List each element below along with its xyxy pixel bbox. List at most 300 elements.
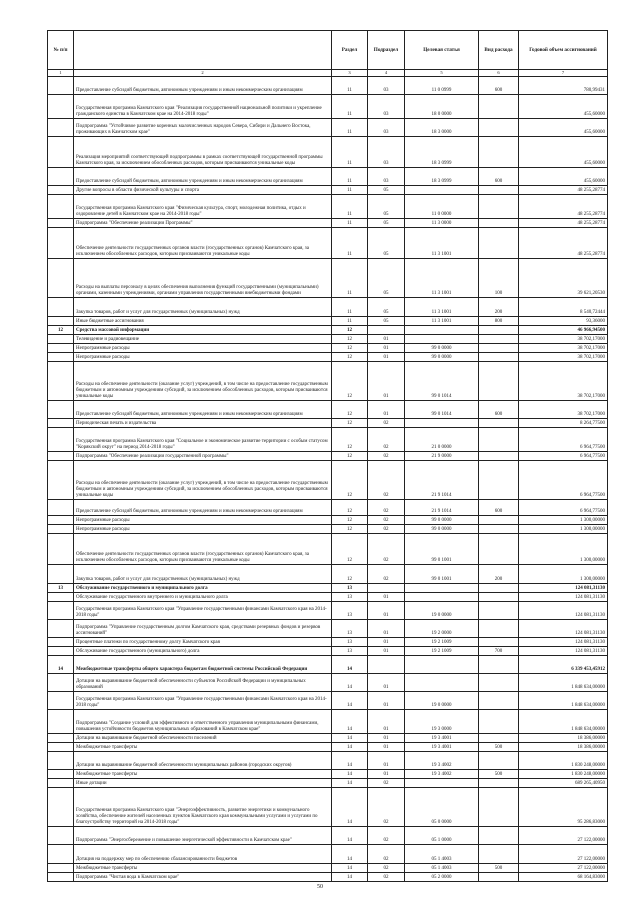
table-row	[48, 845, 608, 864]
row-expense-type-cell	[479, 525, 519, 534]
row-target-article-cell: 21 0 0000	[405, 428, 479, 452]
table-row	[48, 620, 608, 638]
row-podrazdel-cell	[368, 584, 405, 593]
row-number-cell: 13	[48, 584, 74, 593]
row-number-cell	[48, 335, 74, 344]
row-amount-cell: 124 081,31130	[519, 602, 608, 620]
row-number-cell	[48, 845, 74, 864]
row-amount-cell: 6 964,77500	[519, 452, 608, 461]
header-podrazdel: Подраздел	[368, 31, 405, 70]
row-target-article-cell: 18 3 0000	[405, 119, 479, 137]
row-target-article-cell: 11 3 1001	[405, 298, 479, 317]
row-amount-cell: 38 702,17000	[519, 401, 608, 419]
index-cell: 1	[48, 70, 74, 77]
row-name-cell: Подпрограмма "Обеспечение реализации Программы"	[74, 219, 332, 228]
row-amount-cell: 1 830 248,00000	[519, 752, 608, 770]
row-name-cell: Обслуживание государственного внутреннего и муниципального долга	[74, 593, 332, 602]
row-expense-type-cell	[479, 692, 519, 710]
row-amount-cell: 124 081,31130	[519, 647, 608, 656]
row-number-cell: 14	[48, 656, 74, 674]
table-row	[48, 674, 608, 692]
row-expense-type-cell: 600	[479, 168, 519, 186]
row-razdel-cell: 12	[332, 401, 368, 419]
row-name-cell: Дотации на выравнивание бюджетной обеспеченности поселений	[74, 734, 332, 743]
row-number-cell	[48, 195, 74, 219]
row-amount-cell: 46 966,94500	[519, 326, 608, 335]
row-expense-type-cell	[479, 137, 519, 168]
row-podrazdel-cell: 03	[368, 95, 405, 119]
table-row	[48, 602, 608, 620]
row-name-cell: Государственная программа Камчатского края "Физическая культура, спорт, молодежная политика, отдых и оздоровление детей в Камчатском крае на 2014-2018 годы"	[74, 195, 332, 219]
row-expense-type-cell	[479, 335, 519, 344]
row-target-article-cell	[405, 326, 479, 335]
row-target-article-cell: 99 0 1001	[405, 565, 479, 584]
row-number-cell	[48, 779, 74, 788]
row-podrazdel-cell: 05	[368, 259, 405, 298]
row-expense-type-cell: 800	[479, 317, 519, 326]
row-number-cell	[48, 620, 74, 638]
row-amount-cell: 93,36000	[519, 317, 608, 326]
row-razdel-cell: 11	[332, 298, 368, 317]
table-row	[48, 638, 608, 647]
header-expense-type: Вид расхода	[479, 31, 519, 70]
row-number-cell	[48, 743, 74, 752]
row-amount-cell: 18 386,00000	[519, 734, 608, 743]
row-expense-type-cell	[479, 779, 519, 788]
row-amount-cell: 39 621,20530	[519, 259, 608, 298]
row-amount-cell: 124 081,31130	[519, 620, 608, 638]
row-razdel-cell: 12	[332, 353, 368, 362]
row-target-article-cell: 11 3 1001	[405, 228, 479, 259]
row-amount-cell: 1 848 634,00000	[519, 692, 608, 710]
row-amount-cell: 95 286,83000	[519, 788, 608, 827]
row-name-cell: Закупка товаров, работ и услуг для государственных (муниципальных) нужд	[74, 565, 332, 584]
table-row	[48, 186, 608, 195]
table-row	[48, 692, 608, 710]
row-number-cell	[48, 788, 74, 827]
row-razdel-cell: 13	[332, 584, 368, 593]
row-razdel-cell: 14	[332, 692, 368, 710]
table-row	[48, 452, 608, 461]
row-expense-type-cell	[479, 873, 519, 882]
index-cell: 6	[479, 70, 519, 77]
row-target-article-cell: 99 0 1014	[405, 401, 479, 419]
row-number-cell	[48, 186, 74, 195]
row-number-cell	[48, 692, 74, 710]
row-razdel-cell: 14	[332, 864, 368, 873]
index-row	[48, 70, 608, 77]
row-number-cell	[48, 298, 74, 317]
row-target-article-cell: 21 9 1014	[405, 461, 479, 500]
row-amount-cell: 48 255,28774	[519, 219, 608, 228]
row-number-cell	[48, 602, 74, 620]
row-podrazdel-cell: 01	[368, 593, 405, 602]
row-expense-type-cell	[479, 638, 519, 647]
row-amount-cell: 124 081,31130	[519, 584, 608, 593]
row-name-cell: Расходы на выплаты персоналу в целях обеспечения выполнения функций государственными (муниципальными) органами, казенными учреждениями, органами управления государственными внебюджетными фондами	[74, 259, 332, 298]
row-number-cell	[48, 77, 74, 95]
row-target-article-cell: 19 3 4002	[405, 770, 479, 779]
row-razdel-cell: 12	[332, 525, 368, 534]
table-row	[48, 565, 608, 584]
row-name-cell: Другие вопросы в области физической культуры и спорта	[74, 186, 332, 195]
row-amount-cell: 48 255,28774	[519, 228, 608, 259]
table-row	[48, 344, 608, 353]
row-podrazdel-cell: 01	[368, 362, 405, 401]
row-target-article-cell: 19 0 0000	[405, 602, 479, 620]
row-name-cell: Государственная программа Камчатского края "Энергоэффективность, развитие энергетики и коммунального хозяйства, обеспечение жителей населенных пунктов Камчатского края коммунальными услугами и услугами по благоустройству территорий на 2014-2018 годы"	[74, 788, 332, 827]
row-razdel-cell: 11	[332, 168, 368, 186]
index-cell: 7	[519, 70, 608, 77]
row-expense-type-cell	[479, 461, 519, 500]
row-target-article-cell: 19 2 1009	[405, 647, 479, 656]
row-target-article-cell: 11 3 1001	[405, 259, 479, 298]
index-cell: 3	[332, 70, 368, 77]
row-podrazdel-cell: 02	[368, 525, 405, 534]
row-number-cell	[48, 317, 74, 326]
row-podrazdel-cell	[368, 656, 405, 674]
row-name-cell: Иные дотации	[74, 779, 332, 788]
row-razdel-cell: 12	[332, 344, 368, 353]
index-cell: 4	[368, 70, 405, 77]
row-name-cell: Предоставление субсидий бюджетным, автономным учреждениям и иным некоммерческим организациям	[74, 401, 332, 419]
row-podrazdel-cell: 02	[368, 845, 405, 864]
table-row	[48, 298, 608, 317]
row-podrazdel-cell: 05	[368, 186, 405, 195]
row-name-cell: Подпрограмма "Обеспечение реализации государственной программы"	[74, 452, 332, 461]
row-amount-cell: 455,60000	[519, 119, 608, 137]
row-podrazdel-cell: 01	[368, 752, 405, 770]
row-razdel-cell: 13	[332, 647, 368, 656]
row-target-article-cell: 11 3 0000	[405, 219, 479, 228]
table-row	[48, 317, 608, 326]
row-expense-type-cell	[479, 788, 519, 827]
row-expense-type-cell	[479, 195, 519, 219]
row-number-cell	[48, 593, 74, 602]
table-row	[48, 461, 608, 500]
row-expense-type-cell	[479, 219, 519, 228]
row-amount-cell: 68 164,83000	[519, 873, 608, 882]
table-row	[48, 228, 608, 259]
row-podrazdel-cell: 02	[368, 864, 405, 873]
table-row	[48, 168, 608, 186]
row-expense-type-cell: 600	[479, 77, 519, 95]
table-row	[48, 77, 608, 95]
row-target-article-cell: 19 3 4002	[405, 752, 479, 770]
row-number-cell: 12	[48, 326, 74, 335]
row-podrazdel-cell: 05	[368, 195, 405, 219]
row-target-article-cell: 19 3 4001	[405, 734, 479, 743]
row-number-cell	[48, 752, 74, 770]
row-name-cell: Непрограммные расходы	[74, 344, 332, 353]
row-number-cell	[48, 353, 74, 362]
row-number-cell	[48, 95, 74, 119]
row-name-cell: Расходы на обеспечение деятельности (оказание услуг) учреждений, в том числе на предоставление государственным бюджетным и автономным учреждениям субсидий, за исключением обособленных расходов, которым присваиваются уникальные коды	[74, 461, 332, 500]
row-name-cell: Предоставление субсидий бюджетным, автономным учреждениям и иным некоммерческим организациям	[74, 500, 332, 516]
row-target-article-cell: 05 2 0000	[405, 873, 479, 882]
row-amount-cell: 1 300,00000	[519, 534, 608, 565]
row-name-cell: Обслуживание государственного и муниципального долга	[74, 584, 332, 593]
row-razdel-cell: 14	[332, 734, 368, 743]
row-razdel-cell: 11	[332, 317, 368, 326]
row-podrazdel-cell: 01	[368, 602, 405, 620]
row-expense-type-cell	[479, 119, 519, 137]
row-expense-type-cell	[479, 674, 519, 692]
table-row	[48, 525, 608, 534]
row-target-article-cell: 18 0 0000	[405, 95, 479, 119]
row-razdel-cell: 11	[332, 195, 368, 219]
row-expense-type-cell	[479, 516, 519, 525]
row-expense-type-cell: 600	[479, 500, 519, 516]
row-number-cell	[48, 500, 74, 516]
row-podrazdel-cell: 01	[368, 335, 405, 344]
header-razdel: Раздел	[332, 31, 368, 70]
row-razdel-cell: 12	[332, 516, 368, 525]
row-name-cell: Телевидение и радиовещание	[74, 335, 332, 344]
row-number-cell	[48, 228, 74, 259]
row-number-cell	[48, 419, 74, 428]
row-target-article-cell: 21 9 1014	[405, 500, 479, 516]
row-number-cell	[48, 428, 74, 452]
row-name-cell: Межбюджетные трансферты	[74, 864, 332, 873]
row-amount-cell: 1 848 634,00000	[519, 710, 608, 734]
row-name-cell: Обеспечение деятельности государственных органов власти (государственных органов) Камчатского края, за исключением обособленных расходов, которым присваиваются уникальные коды	[74, 228, 332, 259]
row-target-article-cell	[405, 656, 479, 674]
row-target-article-cell: 05 0 0000	[405, 788, 479, 827]
table-row	[48, 752, 608, 770]
row-target-article-cell: 11 0 0000	[405, 195, 479, 219]
table-row	[48, 195, 608, 219]
row-number-cell	[48, 734, 74, 743]
table-row	[48, 353, 608, 362]
row-number-cell	[48, 168, 74, 186]
row-podrazdel-cell: 01	[368, 770, 405, 779]
row-expense-type-cell	[479, 228, 519, 259]
row-target-article-cell: 19 3 0000	[405, 710, 479, 734]
row-amount-cell: 27 122,00000	[519, 864, 608, 873]
row-razdel-cell: 14	[332, 788, 368, 827]
row-name-cell: Межбюджетные трансферты	[74, 743, 332, 752]
row-expense-type-cell	[479, 584, 519, 593]
row-name-cell: Подпрограмма "Управление государственным долгом Камчатского края, средствами резервных фондов и резервов ассигнований"	[74, 620, 332, 638]
row-name-cell: Межбюджетные трансферты	[74, 770, 332, 779]
row-amount-cell: 1 848 634,00000	[519, 674, 608, 692]
row-expense-type-cell	[479, 95, 519, 119]
row-razdel-cell: 12	[332, 565, 368, 584]
row-amount-cell: 38 702,17000	[519, 362, 608, 401]
row-name-cell: Подпрограмма "Устойчивое развитие коренных малочисленных народов Севера, Сибири и Дальнего Востока, проживающих в Камчатском крае"	[74, 119, 332, 137]
row-number-cell	[48, 137, 74, 168]
row-podrazdel-cell: 01	[368, 710, 405, 734]
row-razdel-cell: 13	[332, 593, 368, 602]
table-row	[48, 516, 608, 525]
row-amount-cell: 6 964,77500	[519, 500, 608, 516]
row-expense-type-cell: 200	[479, 298, 519, 317]
row-razdel-cell: 13	[332, 620, 368, 638]
row-razdel-cell: 12	[332, 452, 368, 461]
row-number-cell	[48, 647, 74, 656]
row-amount-cell: 48 255,28774	[519, 186, 608, 195]
row-name-cell: Реализация мероприятий соответствующей подпрограммы в рамках соответствующей государственной программы Камчатского края, за исключением обособленных расходов, которым присваиваются уникальные коды	[74, 137, 332, 168]
table-row	[48, 428, 608, 452]
row-target-article-cell	[405, 779, 479, 788]
row-podrazdel-cell: 01	[368, 734, 405, 743]
index-cell: 5	[405, 70, 479, 77]
row-podrazdel-cell: 03	[368, 77, 405, 95]
row-number-cell	[48, 534, 74, 565]
row-razdel-cell: 14	[332, 779, 368, 788]
row-expense-type-cell: 500	[479, 864, 519, 873]
row-name-cell: Предоставление субсидий бюджетным, автономным учреждениям и иным некоммерческим организациям	[74, 77, 332, 95]
row-amount-cell: 1 300,00000	[519, 565, 608, 584]
row-name-cell: Процентные платежи по государственному долгу Камчатского края	[74, 638, 332, 647]
row-expense-type-cell: 700	[479, 647, 519, 656]
row-expense-type-cell: 100	[479, 259, 519, 298]
row-razdel-cell: 14	[332, 743, 368, 752]
table-row	[48, 873, 608, 882]
table-row	[48, 259, 608, 298]
table-row	[48, 788, 608, 827]
row-razdel-cell: 14	[332, 656, 368, 674]
row-number-cell	[48, 259, 74, 298]
row-podrazdel-cell: 03	[368, 168, 405, 186]
row-target-article-cell: 18 3 0999	[405, 168, 479, 186]
row-target-article-cell: 11 0 0999	[405, 77, 479, 95]
row-amount-cell: 38 702,17000	[519, 353, 608, 362]
row-razdel-cell: 11	[332, 119, 368, 137]
row-expense-type-cell	[479, 428, 519, 452]
row-name-cell: Межбюджетные трансферты общего характера бюджетам бюджетной системы Российской Федерации	[74, 656, 332, 674]
row-name-cell: Дотации на выравнивание бюджетной обеспеченности субъектов Российской Федерации и муниципальных образований	[74, 674, 332, 692]
row-razdel-cell: 12	[332, 419, 368, 428]
row-podrazdel-cell: 02	[368, 534, 405, 565]
header-num: № п/п	[48, 31, 74, 70]
row-target-article-cell: 21 9 0000	[405, 452, 479, 461]
row-number-cell	[48, 827, 74, 845]
row-razdel-cell: 12	[332, 326, 368, 335]
row-razdel-cell: 12	[332, 500, 368, 516]
row-amount-cell: 1 830 248,00000	[519, 770, 608, 779]
row-name-cell: Непрограммные расходы	[74, 525, 332, 534]
row-razdel-cell: 11	[332, 186, 368, 195]
row-number-cell	[48, 710, 74, 734]
table-row	[48, 419, 608, 428]
row-amount-cell: 18 386,00000	[519, 743, 608, 752]
row-podrazdel-cell: 05	[368, 228, 405, 259]
row-target-article-cell	[405, 674, 479, 692]
row-expense-type-cell	[479, 602, 519, 620]
row-expense-type-cell	[479, 710, 519, 734]
row-podrazdel-cell: 01	[368, 353, 405, 362]
row-razdel-cell: 12	[332, 335, 368, 344]
row-name-cell: Государственная программа Камчатского края "Управление государственными финансами Камчатского края на 2014-2018 годы"	[74, 602, 332, 620]
row-amount-cell: 6 339 453,45912	[519, 656, 608, 674]
row-expense-type-cell	[479, 362, 519, 401]
row-razdel-cell: 12	[332, 534, 368, 565]
table-row	[48, 734, 608, 743]
row-target-article-cell: 19 3 4001	[405, 743, 479, 752]
row-razdel-cell: 14	[332, 770, 368, 779]
row-target-article-cell	[405, 186, 479, 195]
row-number-cell	[48, 864, 74, 873]
row-podrazdel-cell: 01	[368, 638, 405, 647]
row-expense-type-cell	[479, 326, 519, 335]
row-target-article-cell: 19 0 0000	[405, 692, 479, 710]
table-row	[48, 119, 608, 137]
row-amount-cell: 124 081,31130	[519, 638, 608, 647]
row-number-cell	[48, 401, 74, 419]
header-row	[48, 31, 608, 70]
row-razdel-cell: 13	[332, 602, 368, 620]
row-target-article-cell: 05 1 4003	[405, 864, 479, 873]
table-row	[48, 95, 608, 119]
row-expense-type-cell	[479, 353, 519, 362]
index-cell: 2	[74, 70, 332, 77]
row-razdel-cell: 14	[332, 710, 368, 734]
row-name-cell: Закупка товаров, работ и услуг для государственных (муниципальных) нужд	[74, 298, 332, 317]
row-target-article-cell: 99 0 1001	[405, 534, 479, 565]
row-podrazdel-cell: 02	[368, 461, 405, 500]
row-podrazdel-cell: 05	[368, 219, 405, 228]
table-row	[48, 779, 608, 788]
row-number-cell	[48, 770, 74, 779]
row-podrazdel-cell: 02	[368, 827, 405, 845]
row-name-cell: Обеспечение деятельности государственных органов власти (государственных органов) Камчатского края, за исключением обособленных расходов, которым присваиваются уникальные коды	[74, 534, 332, 565]
row-podrazdel-cell: 03	[368, 119, 405, 137]
table-row	[48, 593, 608, 602]
row-amount-cell: 689 265,40950	[519, 779, 608, 788]
row-amount-cell: 455,60000	[519, 168, 608, 186]
row-podrazdel-cell: 05	[368, 317, 405, 326]
row-podrazdel-cell: 01	[368, 620, 405, 638]
page-number: 50	[317, 884, 323, 890]
table-row	[48, 656, 608, 674]
row-expense-type-cell	[479, 752, 519, 770]
row-razdel-cell: 13	[332, 638, 368, 647]
row-razdel-cell: 12	[332, 461, 368, 500]
row-name-cell: Подпрограмма "Создание условий для эффективного и ответственного управления муниципальными финансами, повышения устойчивости бюджетов муниципальных образований в Камчатском крае"	[74, 710, 332, 734]
row-target-article-cell	[405, 335, 479, 344]
row-name-cell: Государственная программа Камчатского края "Реализация государственной национальной политики и укрепление гражданского единства в Камчатском крае на 2014-2018 годы"	[74, 95, 332, 119]
table-row	[48, 770, 608, 779]
row-amount-cell: 6 964,77500	[519, 428, 608, 452]
row-amount-cell: 48 255,28774	[519, 195, 608, 219]
row-target-article-cell: 99 0 0000	[405, 525, 479, 534]
row-razdel-cell: 11	[332, 259, 368, 298]
table-row	[48, 710, 608, 734]
row-podrazdel-cell	[368, 326, 405, 335]
row-expense-type-cell	[479, 419, 519, 428]
table-row	[48, 219, 608, 228]
row-expense-type-cell	[479, 734, 519, 743]
row-target-article-cell: 11 3 1001	[405, 317, 479, 326]
row-target-article-cell: 05 1 4003	[405, 845, 479, 864]
row-target-article-cell: 19 2 0000	[405, 620, 479, 638]
row-podrazdel-cell: 05	[368, 298, 405, 317]
row-name-cell: Непрограммные расходы	[74, 353, 332, 362]
row-target-article-cell	[405, 584, 479, 593]
row-expense-type-cell	[479, 827, 519, 845]
row-target-article-cell	[405, 593, 479, 602]
row-podrazdel-cell: 02	[368, 428, 405, 452]
row-podrazdel-cell: 01	[368, 743, 405, 752]
row-podrazdel-cell: 02	[368, 779, 405, 788]
row-amount-cell: 6 964,77500	[519, 461, 608, 500]
table-row	[48, 534, 608, 565]
row-expense-type-cell: 500	[479, 770, 519, 779]
row-amount-cell: 38 702,17000	[519, 335, 608, 344]
row-expense-type-cell	[479, 620, 519, 638]
